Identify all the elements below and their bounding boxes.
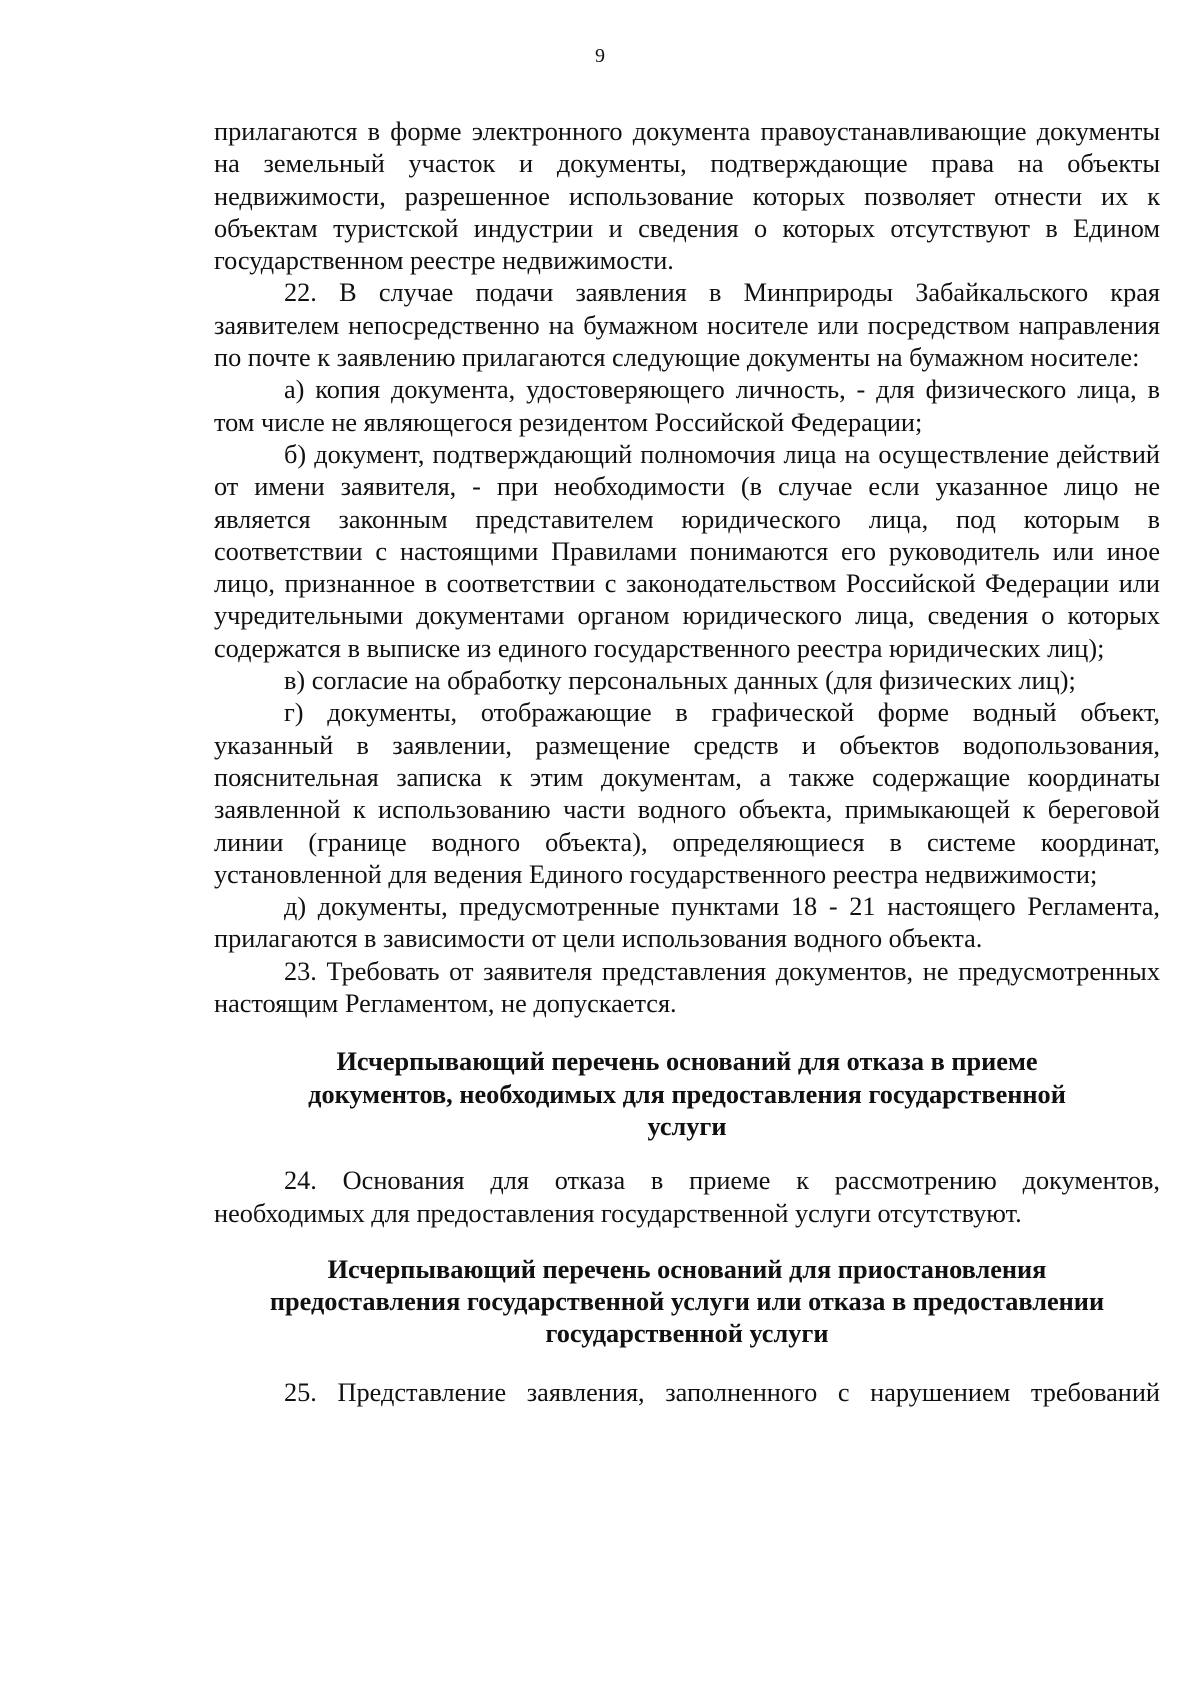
document-body — [214, 116, 1160, 1409]
spacer — [214, 1351, 1160, 1377]
heading-line: услуги — [647, 1111, 727, 1141]
paragraph-23: 23. Требовать от заявителя представления документов, не предусмотренных настоящим Регламентом, не допускается. — [214, 956, 1160, 1019]
spacer — [214, 1020, 1160, 1046]
heading-line: государственной услуги — [545, 1319, 829, 1349]
section-heading-refusal-grounds — [214, 1046, 1160, 1143]
paragraph-22: 22. В случае подачи заявления в Минприроды Забайкальского края заявителем непосредственно на бумажном носителе или посредством направления по почте к заявлению прилагаются следующие документы на бумажном носителе: — [214, 278, 1160, 373]
page-number: 9 — [595, 45, 605, 67]
paragraph-22-v: в) согласие на обработку персональных данных (для физических лиц); — [284, 666, 1076, 696]
paragraph-continuation: прилагаются в форме электронного документа правоустанавливающие документы на земельный участок и документы, подтверждающие права на объекты недвижимости, разрешенное использование которых позволяет отнести их к объектам туристской индустрии и сведения о которых отсутствуют в Едином государственном реестре недвижимости. — [214, 117, 1160, 276]
heading-line: Исчерпывающий перечень оснований для приостановления — [327, 1254, 1047, 1284]
heading-line: предоставления государственной услуги или отказа в предоставлении — [269, 1287, 1105, 1317]
paragraph-22-g: г) документы, отображающие в графической форме водный объект, указанный в заявлении, размещение средств и объектов водопользования, пояснительная записка к этим документам, а также содержащие координаты заявленной к использованию части водного объекта, примыкающей к береговой линии (границе водного объекта), определяющиеся в системе координат, установленной для ведения Единого государственного реестра недвижимости; — [214, 698, 1160, 889]
spacer — [214, 1143, 1160, 1165]
paragraph-24: 24. Основания для отказа в приеме к рассмотрению документов, необходимых для предоставления государственной услуги отсутствуют. — [214, 1166, 1160, 1228]
heading-line: документов, необходимых для предоставления государственной — [308, 1079, 1066, 1109]
paragraph-22-d: д) документы, предусмотренные пунктами 18 - 21 настоящего Регламента, прилагаются в зависимости от цели использования водного объекта. — [214, 892, 1160, 954]
heading-line: Исчерпывающий перечень оснований для отказа в приеме — [336, 1047, 1038, 1077]
paragraph-22-a: а) копия документа, удостоверяющего личность, - для физического лица, в том числе не являющегося резидентом Российской Федерации; — [214, 375, 1160, 437]
paragraph-25: 25. Представление заявления, заполненного с нарушением требований — [284, 1377, 1160, 1407]
section-heading-suspension-grounds — [214, 1254, 1160, 1351]
spacer — [214, 1230, 1160, 1254]
paragraph-22-b: б) документ, подтверждающий полномочия лица на осуществление действий от имени заявителя, - при необходимости (в случае если указанное лицо не является законным представителем юридического лица, под которым в соответствии с настоящими Правилами понимаются его руководитель или иное лицо, признанное в соответствии с законодательством Российской Федерации или учредительными документами органом юридического лица, сведения о которых содержатся в выписке из единого государственного реестра юридических лиц); — [214, 439, 1160, 663]
